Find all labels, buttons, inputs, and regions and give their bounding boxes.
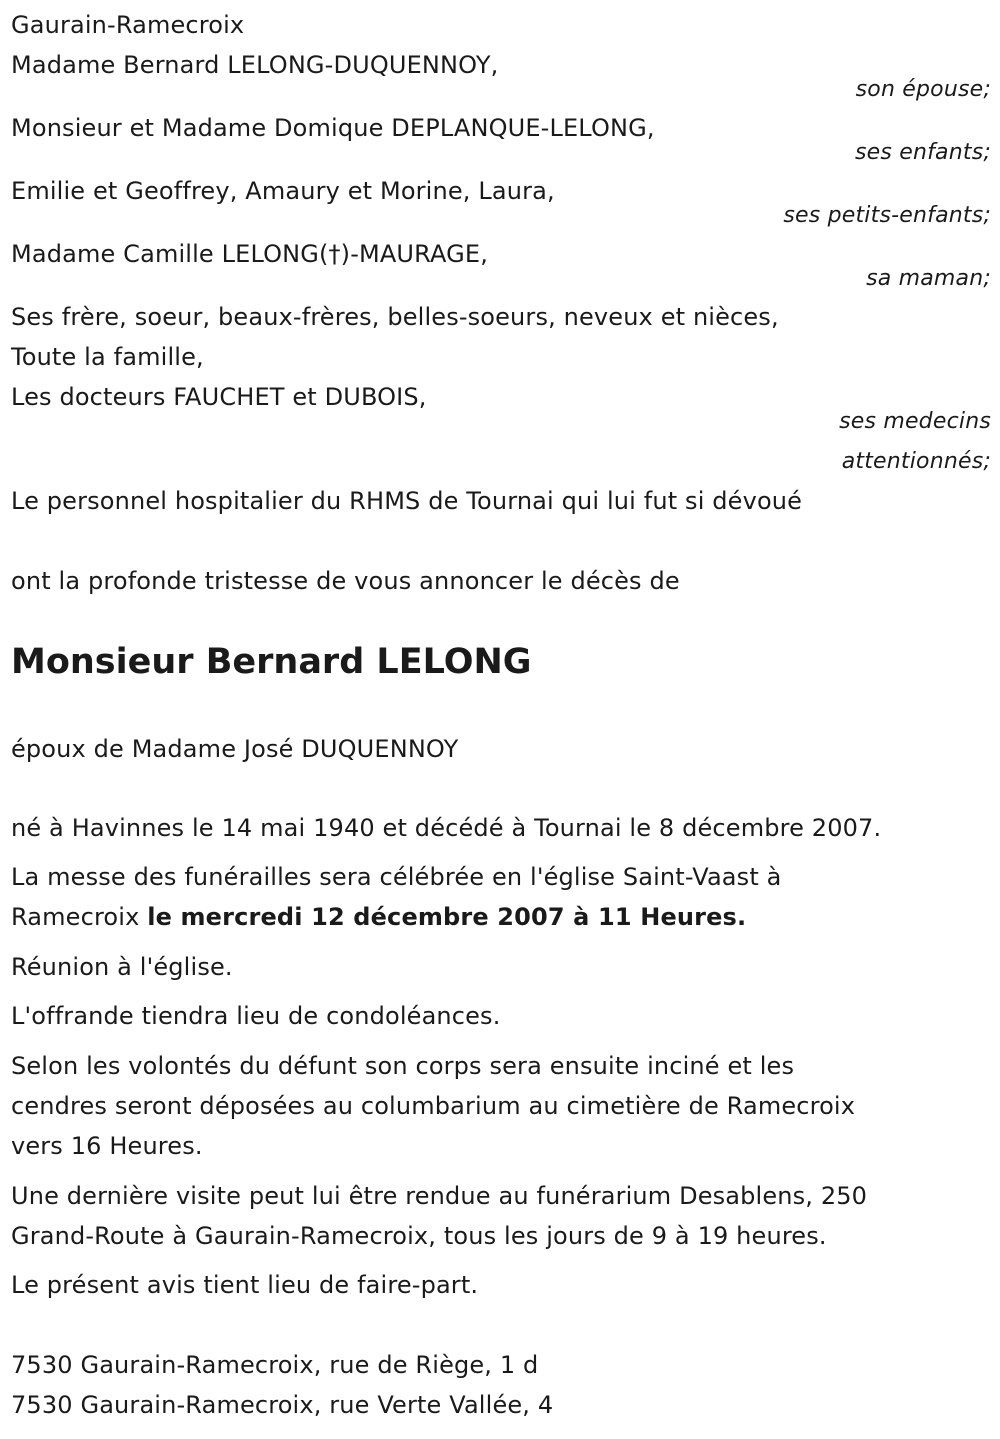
- cremation-line-1: Selon les volontés du défunt son corps sera ensuite inciné et les: [11, 1052, 795, 1080]
- funeral-line-2: [11, 902, 746, 932]
- doctors-relation-2: attentionnés;: [841, 449, 991, 474]
- address-line-2: 7530 Gaurain-Ramecroix, rue Verte Vallée, 4: [11, 1391, 554, 1419]
- offering-line: L'offrande tiendra lieu de condoléances.: [11, 1002, 501, 1030]
- cremation-line-2: cendres seront déposées au columbarium au cimetière de Ramecroix: [11, 1092, 856, 1120]
- mother-relation: sa maman;: [866, 266, 991, 291]
- deceased-name: Monsieur Bernard LELONG: [11, 642, 532, 682]
- announcement-line: ont la profonde tristesse de vous annoncer le décès de: [11, 567, 680, 595]
- cremation-line-3: vers 16 Heures.: [11, 1132, 203, 1160]
- visit-line-2: Grand-Route à Gaurain-Ramecroix, tous les jours de 9 à 19 heures.: [11, 1222, 827, 1250]
- funeral-place: Ramecroix: [11, 903, 148, 931]
- children-relation: ses enfants;: [854, 140, 991, 165]
- address-line-1: 7530 Gaurain-Ramecroix, rue de Riège, 1 d: [11, 1351, 539, 1379]
- funeral-date-time: le mercredi 12 décembre 2007 à 11 Heures.: [147, 903, 747, 931]
- grandchildren-relation: ses petits-enfants;: [783, 203, 991, 228]
- siblings-line: Ses frère, soeur, beaux-frères, belles-soeurs, neveux et nièces,: [11, 303, 779, 331]
- wife-line: Madame Bernard LELONG-DUQUENNOY,: [11, 51, 499, 79]
- obituary-notice: [11, 0, 991, 1439]
- city-line: Gaurain-Ramecroix: [11, 11, 245, 39]
- grandchildren-line: Emilie et Geoffrey, Amaury et Morine, Laura,: [11, 177, 555, 205]
- mother-line: Madame Camille LELONG(†)-MAURAGE,: [11, 240, 488, 268]
- funeral-line-1: La messe des funérailles sera célébrée en l'église Saint-Vaast à: [11, 863, 782, 891]
- doctors-relation-1: ses medecins: [839, 409, 991, 434]
- birth-death-line: né à Havinnes le 14 mai 1940 et décédé à Tournai le 8 décembre 2007.: [11, 814, 882, 842]
- staff-line: Le personnel hospitalier du RHMS de Tournai qui lui fut si dévoué: [11, 487, 803, 515]
- spouse-line: époux de Madame José DUQUENNOY: [11, 735, 459, 763]
- visit-line-1: Une dernière visite peut lui être rendue au funérarium Desablens, 250: [11, 1182, 868, 1210]
- reunion-line: Réunion à l'église.: [11, 953, 233, 981]
- notice-line: Le présent avis tient lieu de faire-part.: [11, 1271, 479, 1299]
- family-line: Toute la famille,: [11, 343, 204, 371]
- doctors-line: Les docteurs FAUCHET et DUBOIS,: [11, 383, 427, 411]
- wife-relation: son épouse;: [855, 77, 991, 102]
- children-line: Monsieur et Madame Domique DEPLANQUE-LELONG,: [11, 114, 655, 142]
